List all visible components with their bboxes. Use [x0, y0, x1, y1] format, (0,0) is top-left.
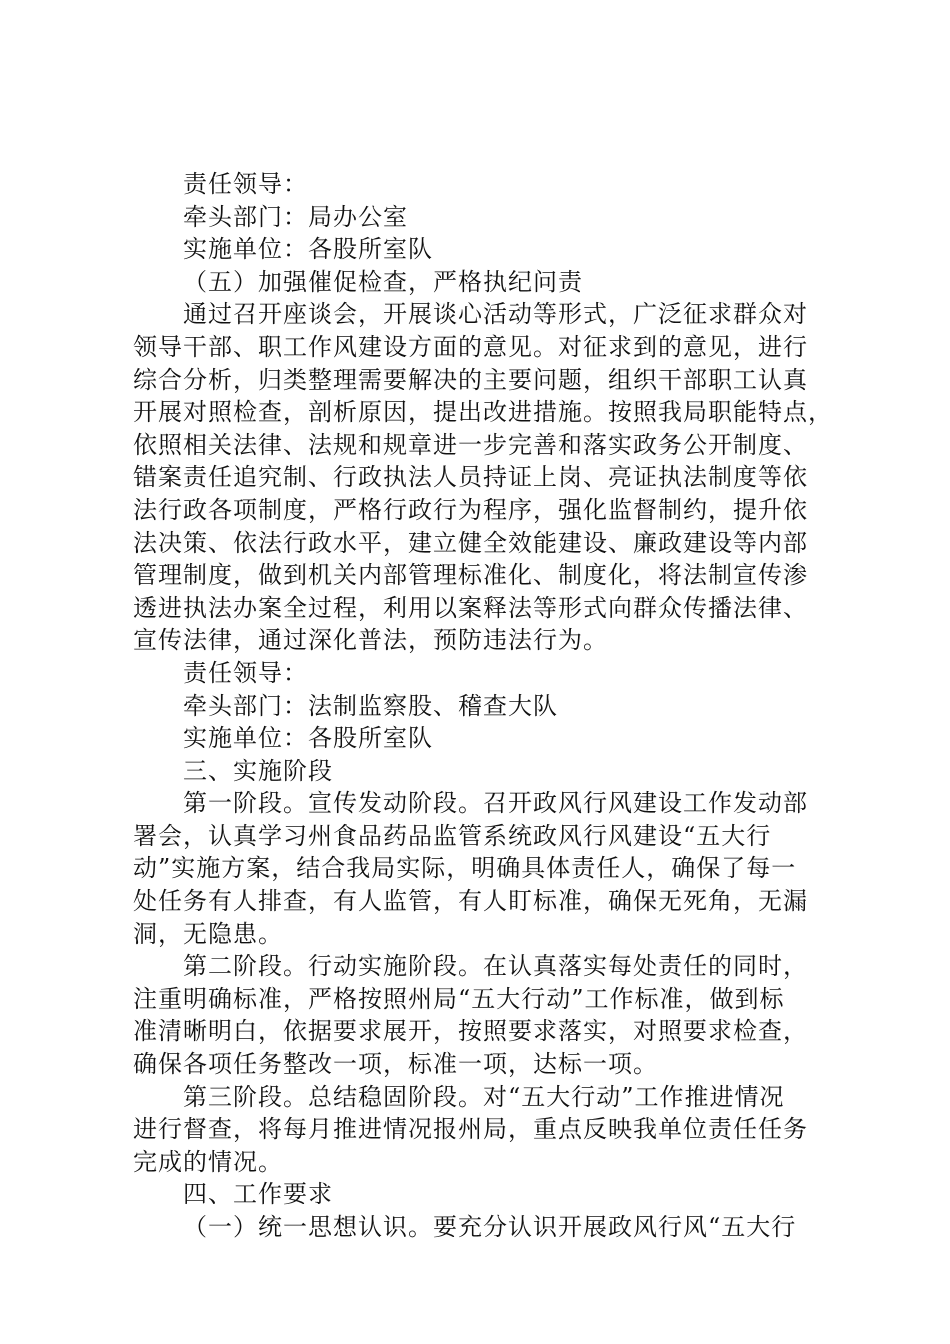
paragraph-line: 透进执法办案全过程，利用以案释法等形式向群众传播法律、	[133, 593, 808, 622]
section-heading: （五）加强催促检查，严格执纪问责	[183, 267, 583, 296]
paragraph-line: 依照相关法律、法规和规章进一步完善和落实政务公开制度、	[133, 430, 808, 459]
text-line: 责任领导：	[183, 170, 308, 198]
document-body	[133, 168, 833, 1244]
paragraph-line: 动”实施方案，结合我局实际，明确具体责任人，确保了每一	[133, 854, 797, 883]
paragraph-line: 署会，认真学习州食品药品监管系统政风行风建设“五大行	[133, 821, 772, 850]
paragraph-line: （一）统一思想认识。要充分认识开展政风行风“五大行	[183, 1213, 797, 1241]
paragraph-line: 准清晰明白，依据要求展开，按照要求落实，对照要求检查，	[133, 1017, 808, 1046]
paragraph-line: 领导干部、职工作风建设方面的意见。对征求到的意见，进行	[133, 332, 808, 361]
paragraph-line: 管理制度，做到机关内部管理标准化、制度化，将法制宣传渗	[133, 561, 808, 590]
paragraph-line: 通过召开座谈会，开展谈心活动等形式，广泛征求群众对	[183, 300, 808, 329]
paragraph-line: 法决策、依法行政水平，建立健全效能建设、廉政建设等内部	[133, 528, 808, 557]
paragraph-line: 第三阶段。总结稳固阶段。对“五大行动”工作推进情况	[183, 1082, 785, 1111]
paragraph-line: 注重明确标准，严格按照州局“五大行动”工作标准，做到标	[133, 984, 785, 1013]
paragraph-line: 第一阶段。宣传发动阶段。召开政风行风建设工作发动部	[183, 789, 808, 818]
text-line: 实施单位：各股所室队	[183, 724, 433, 753]
paragraph-line: 第二阶段。行动实施阶段。在认真落实每处责任的同时，	[183, 952, 808, 981]
paragraph-line: 开展对照检查，剖析原因，提出改进措施。按照我局职能特点，	[133, 398, 833, 427]
paragraph-line: 法行政各项制度，严格行政行为程序，强化监督制约，提升依	[133, 495, 808, 524]
text-line: 责任领导：	[183, 658, 308, 687]
section-heading: 三、实施阶段	[183, 756, 333, 785]
paragraph-line: 洞，无隐患。	[133, 919, 283, 948]
paragraph-line: 宣传法律，通过深化普法，预防违法行为。	[133, 626, 608, 655]
text-line: 实施单位：各股所室队	[183, 235, 433, 264]
section-heading: 四、工作要求	[183, 1180, 333, 1209]
paragraph-line: 确保各项任务整改一项，标准一项，达标一项。	[133, 1050, 658, 1079]
paragraph-line: 完成的情况。	[133, 1147, 283, 1176]
paragraph-line: 进行督查，将每月推进情况报州局，重点反映我单位责任任务	[133, 1115, 808, 1144]
text-line: 牵头部门：法制监察股、稽查大队	[183, 691, 558, 720]
text-line: 牵头部门：局办公室	[183, 202, 408, 231]
paragraph-line: 错案责任追究制、行政执法人员持证上岗、亮证执法制度等依	[133, 463, 808, 492]
paragraph-line: 处任务有人排查，有人监管，有人盯标准，确保无死角，无漏	[133, 887, 808, 916]
paragraph-line: 综合分析，归类整理需要解决的主要问题，组织干部职工认真	[133, 365, 808, 394]
